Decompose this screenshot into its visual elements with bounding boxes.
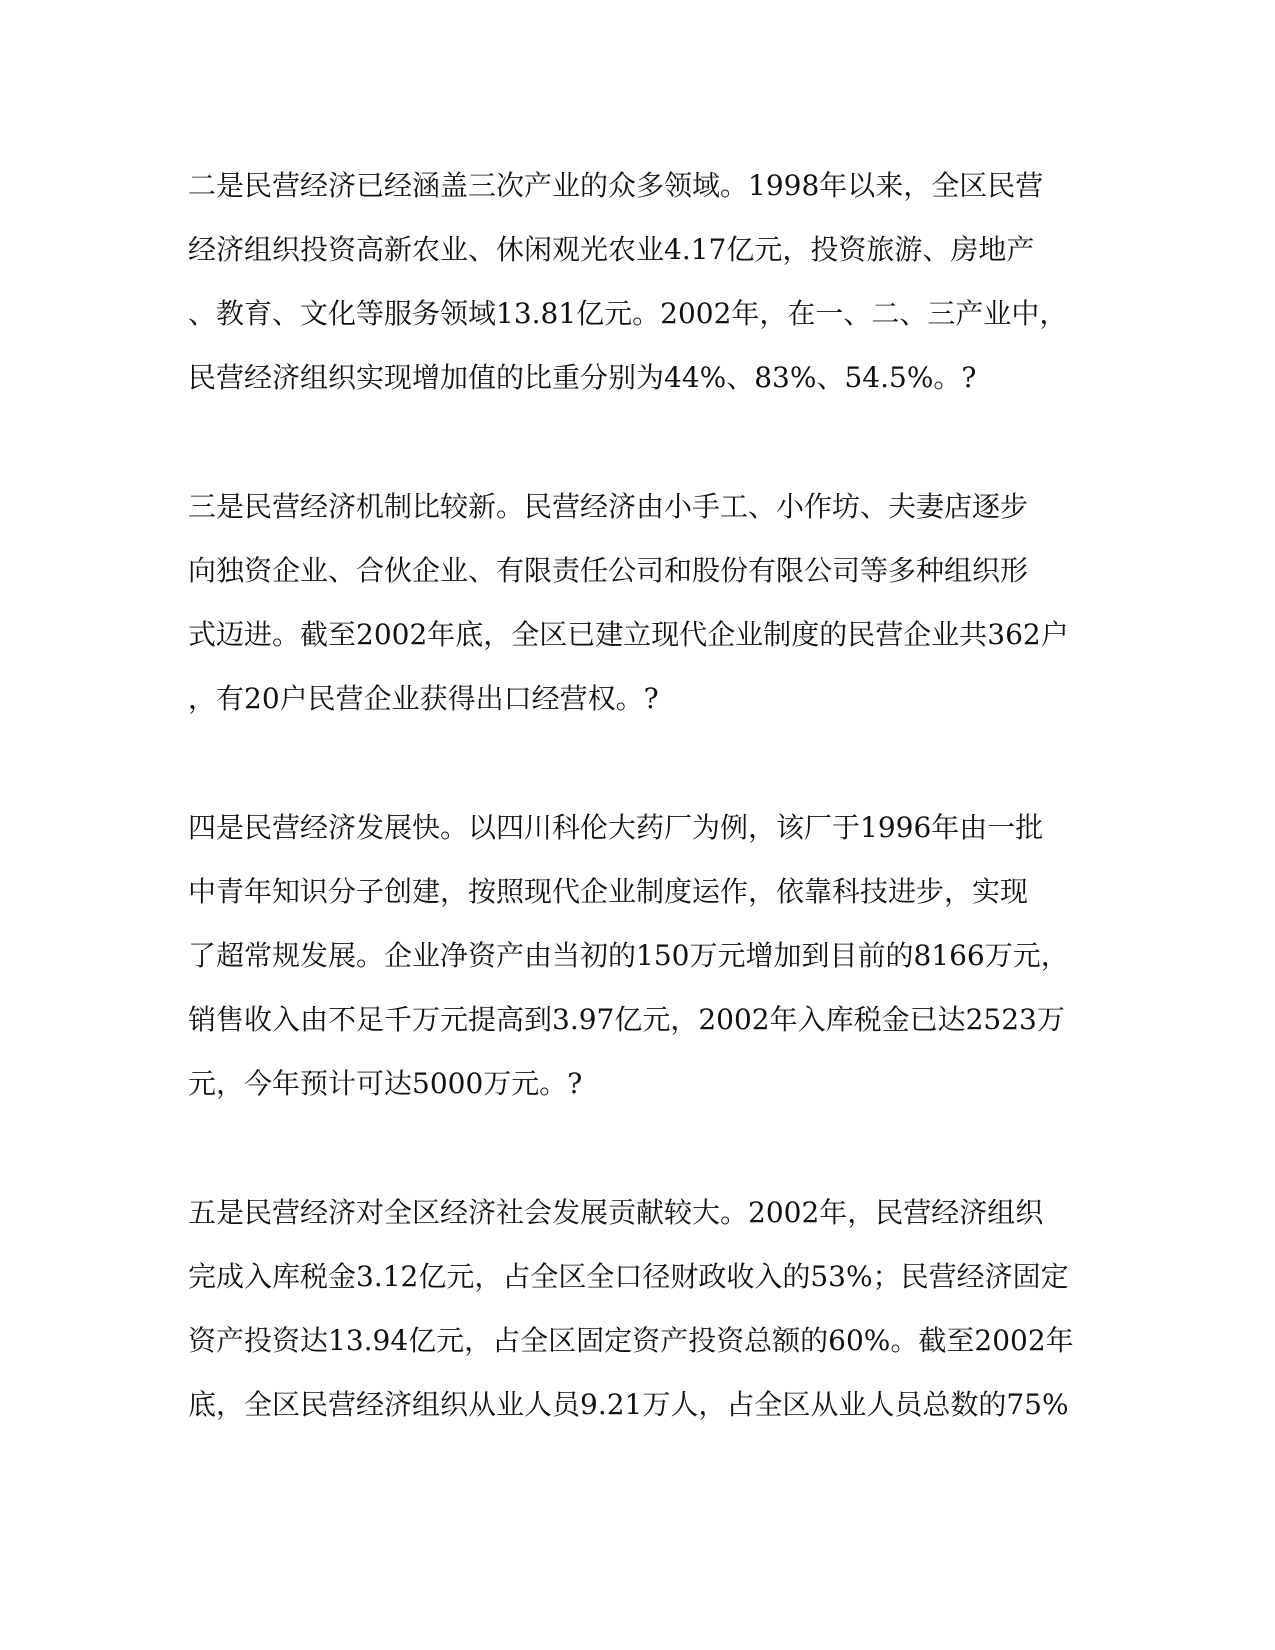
- text-line: 了超常规发展。企业净资产由当初的150万元增加到目前的8166万元，: [188, 939, 1069, 972]
- text-line: 底，全区民营经济组织从业人员9.21万人，占全区从业人员总数的75%: [188, 1388, 1069, 1421]
- text-line: 中青年知识分子创建，按照现代企业制度运作，依靠科技进步，实现: [188, 875, 1029, 908]
- text-line: 三是民营经济机制比较新。民营经济由小手工、小作坊、夫妻店逐步: [188, 490, 1029, 523]
- text-line: 二是民营经济已经涵盖三次产业的众多领域。1998年以来，全区民营: [188, 169, 1044, 202]
- text-line: 民营经济组织实现增加值的比重分别为44%、83%、54.5%。?: [188, 361, 977, 394]
- text-line: 向独资企业、合伙企业、有限责任公司和股份有限公司等多种组织形: [188, 554, 1029, 587]
- text-line: 五是民营经济对全区经济社会发展贡献较大。2002年，民营经济组织: [188, 1196, 1044, 1229]
- text-line: 元，今年预计可达5000万元。?: [188, 1067, 583, 1100]
- paragraph-industry-coverage: [188, 154, 1088, 410]
- text-line: 四是民营经济发展快。以四川科伦大药厂为例，该厂于1996年由一批: [188, 811, 1044, 844]
- text-line: 、教育、文化等服务领域13.81亿元。2002年，在一、二、三产业中，: [188, 297, 1068, 330]
- text-line: 完成入库税金3.12亿元，占全区全口径财政收入的53%；民营经济固定: [188, 1260, 1069, 1293]
- text-line: 经济组织投资高新农业、休闲观光农业4.17亿元，投资旅游、房地产: [188, 233, 1035, 266]
- paragraph-contribution: [188, 1181, 1088, 1437]
- text-line: ，有20户民营企业获得出口经营权。?: [188, 682, 659, 715]
- paragraph-mechanism: [188, 475, 1088, 731]
- paragraph-fast-development: [188, 796, 1088, 1116]
- document-body: [188, 154, 1088, 1502]
- text-line: 资产投资达13.94亿元，占全区固定资产投资总额的60%。截至2002年: [188, 1324, 1074, 1357]
- text-line: 销售收入由不足千万元提高到3.97亿元，2002年入库税金已达2523万: [188, 1003, 1065, 1036]
- text-line: 式迈进。截至2002年底，全区已建立现代企业制度的民营企业共362户: [188, 618, 1069, 651]
